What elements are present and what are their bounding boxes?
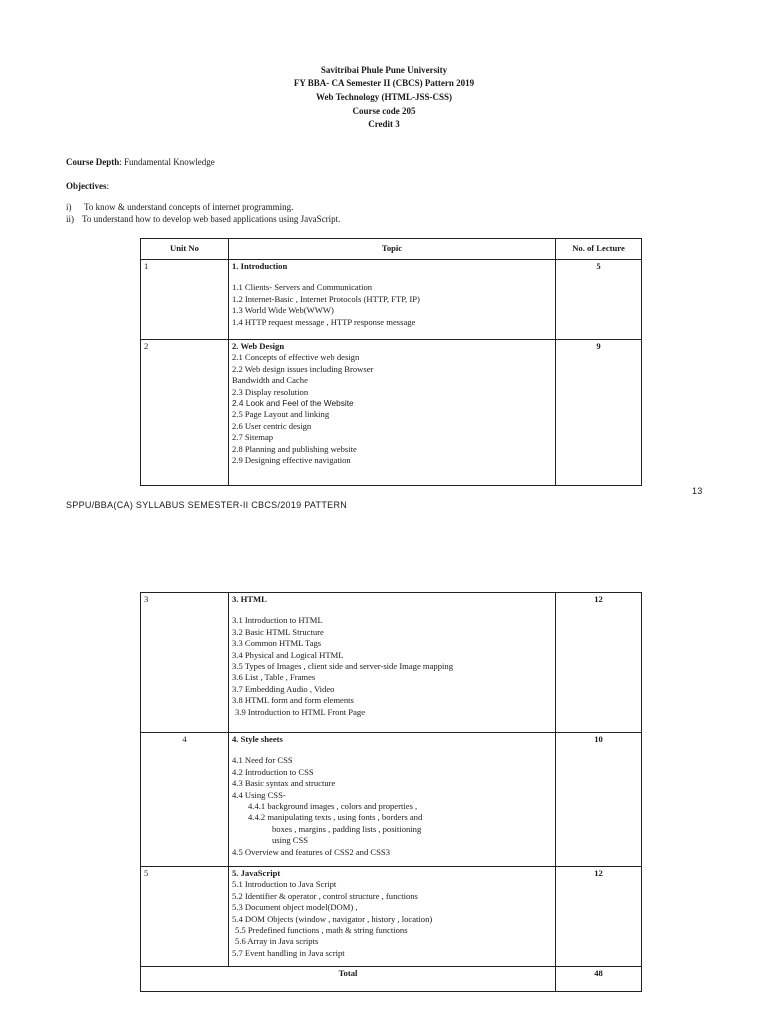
objective-item <box>66 215 340 224</box>
topic-line: 5.1 Introduction to Java Script <box>232 879 337 890</box>
course-code: Course code 205 <box>352 106 416 116</box>
topic-line: 2.6 User centric design <box>232 420 312 431</box>
topic-line: 3.3 Common HTML Tags <box>232 638 322 649</box>
unit-topics <box>229 340 556 486</box>
topic-line: 4.4.1 background images , colors and properties , <box>248 801 418 812</box>
unit-number: 2 <box>141 340 229 486</box>
unit-number: 1 <box>141 260 229 340</box>
topic-line: 4.4.2 manipulating texts , using fonts , borders and <box>248 812 423 823</box>
topic-line: using CSS <box>272 835 309 846</box>
topic-line: 4.2 Introduction to CSS <box>232 766 314 777</box>
topic-line: 3.4 Physical and Logical HTML <box>232 649 344 660</box>
course-depth-value: Fundamental Knowledge <box>124 157 215 167</box>
lecture-count: 5 <box>556 260 642 340</box>
unit-topics <box>229 260 556 340</box>
unit-title: 4. Style sheets <box>232 734 283 744</box>
unit-number: 3 <box>141 593 229 733</box>
topic-line: 4.3 Basic syntax and structure <box>232 778 336 789</box>
topic-line: 3.7 Embedding Audio , Video <box>232 683 335 694</box>
topic-line: boxes , margins , padding lists , positioning <box>272 823 422 834</box>
topic-line: 1.2 Internet-Basic , Internet Protocols (HTTP, FTP, IP) <box>232 293 420 304</box>
col-header-topic: Topic <box>229 239 556 260</box>
topic-line: 1.4 HTTP request message , HTTP response message <box>232 316 416 327</box>
topic-line: 5.7 Event handling in Java script <box>232 947 345 958</box>
syllabus-table-part-2 <box>140 592 642 992</box>
topic-line: 5.4 DOM Objects (window , navigator , history , location) <box>232 913 433 924</box>
col-header-lectures: No. of Lecture <box>556 239 642 260</box>
topic-line: 2.5 Page Layout and linking <box>232 409 330 420</box>
unit-title: 2. Web Design <box>232 341 285 351</box>
unit-title: 5. JavaScript <box>232 868 281 878</box>
topic-line: 5.3 Document object model(DOM) , <box>232 902 358 913</box>
objectives-label: Objectives <box>66 181 107 191</box>
unit-number: 5 <box>141 867 229 967</box>
topic-line: 2.8 Planning and publishing website <box>232 443 357 454</box>
program-name: FY BBA- CA Semester II (CBCS) Pattern 2019 <box>293 78 475 88</box>
total-label: Total <box>141 967 556 992</box>
table-row <box>141 340 642 486</box>
objectives-heading <box>66 182 109 191</box>
total-value: 48 <box>556 967 642 992</box>
topic-line: 5.6 Array in Java scripts <box>235 936 319 947</box>
topic-line: 2.3 Display resolution <box>232 386 309 397</box>
topic-line: 3.6 List , Table , Frames <box>232 672 316 683</box>
unit-title: 3. HTML <box>232 594 267 604</box>
table-row <box>141 593 642 733</box>
topic-line: 3.1 Introduction to HTML <box>232 615 323 626</box>
objectives-sep: : <box>106 181 110 191</box>
page-footer: SPPU/BBA(CA) SYLLABUS SEMESTER-II CBCS/2019 PATTERN <box>66 500 348 510</box>
course-depth-label: Course Depth <box>66 157 120 167</box>
unit-title: 1. Introduction <box>232 261 288 271</box>
topic-line: 2.1 Concepts of effective web design <box>232 352 360 363</box>
table-header-row <box>141 239 642 260</box>
table-row <box>141 733 642 867</box>
lecture-count: 12 <box>556 593 642 733</box>
unit-topics <box>229 733 556 867</box>
lecture-count: 9 <box>556 340 642 486</box>
credit: Credit 3 <box>368 119 400 129</box>
topic-line: 5.5 Predefined functions , math & string functions <box>235 925 408 936</box>
topic-line: 2.2 Web design issues including Browser Bandwidth and Cache <box>232 363 374 386</box>
objective-num: ii) <box>66 214 74 224</box>
unit-topics <box>229 593 556 733</box>
topic-line: 1.3 World Wide Web(WWW) <box>232 305 334 316</box>
lecture-count: 10 <box>556 733 642 867</box>
unit-number: 4 <box>141 733 229 867</box>
topic-line: 2.7 Sitemap <box>232 432 274 443</box>
topic-line: 4.1 Need for CSS <box>232 755 293 766</box>
objective-text: To know & understand concepts of internet programming. <box>84 202 294 212</box>
university-name: Savitribai Phule Pune University <box>320 65 448 75</box>
objective-text: To understand how to develop web based applications using JavaScript. <box>82 214 341 224</box>
topic-line: 3.5 Types of Images , client side and server-side Image mapping <box>232 661 454 672</box>
course-title: Web Technology (HTML-JSS-CSS) <box>315 92 453 102</box>
unit-topics <box>229 867 556 967</box>
topic-line: 5.2 Identifier & operator , control structure , functions <box>232 890 418 901</box>
total-row <box>141 967 642 992</box>
topic-line: 2.4 Look and Feel of the Website <box>232 398 354 409</box>
page-number: 13 <box>692 486 703 496</box>
objective-num: i) <box>66 202 72 212</box>
table-row <box>141 867 642 967</box>
lecture-count: 12 <box>556 867 642 967</box>
topic-line: 1.1 Clients- Servers and Communication <box>232 282 373 293</box>
topic-line: 2.9 Designing effective navigation <box>232 455 351 466</box>
topic-line: 3.8 HTML form and form elements <box>232 695 354 706</box>
col-header-unit: Unit No <box>141 239 229 260</box>
topic-line: 4.5 Overview and features of CSS2 and CSS3 <box>232 846 391 857</box>
course-depth <box>66 158 215 167</box>
table-row <box>141 260 642 340</box>
objective-item <box>66 203 293 212</box>
course-depth-sep: : <box>119 157 122 167</box>
topic-line: 4.4 Using CSS- <box>232 789 286 800</box>
topic-line: 3.9 Introduction to HTML Front Page <box>235 706 366 717</box>
topic-line: 3.2 Basic HTML Structure <box>232 626 324 637</box>
syllabus-table-part-1 <box>140 238 642 486</box>
